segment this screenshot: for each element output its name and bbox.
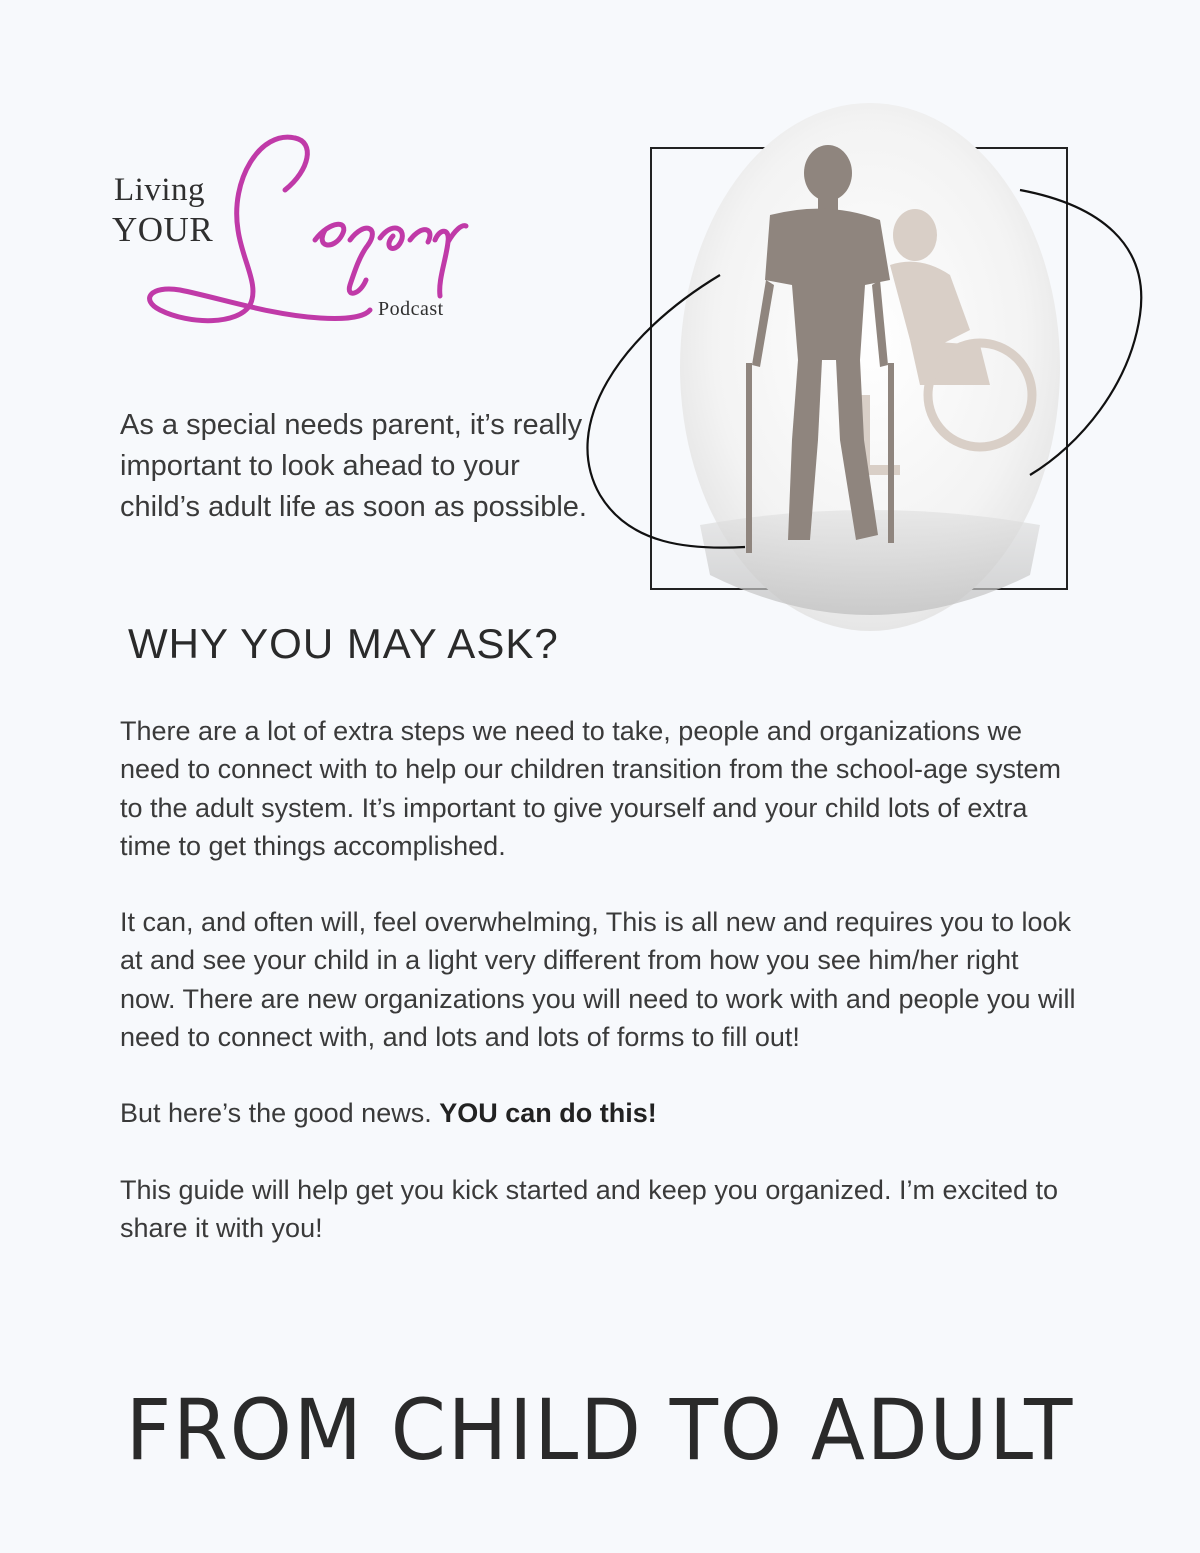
logo-living-text: Living (114, 172, 205, 208)
logo-your-text: YOUR (112, 210, 214, 249)
silhouette-illustration (560, 95, 1200, 655)
paragraph-2: It can, and often will, feel overwhelming, This is all new and requires you to look at and see your child in a light very different from how you see him/her right now. There are new organizations you will need to work with and people you will need to connect with, and lots and lots of forms to fill out! (120, 907, 1076, 1053)
podcast-logo (110, 120, 490, 340)
paragraph-3-lead: But here’s the good news. (120, 1098, 440, 1129)
logo-podcast-text: Podcast (378, 298, 444, 320)
section-heading: WHY YOU MAY ASK? (128, 620, 559, 667)
paragraph-1: There are a lot of extra steps we need to take, people and organizations we need to connect with to help our children transition from the school-age system to the adult system. It’s important to give yourself and your child lots of extra time to get things accomplished. (120, 716, 1062, 861)
body-text (120, 712, 1080, 1285)
document-title: FROM CHILD TO ADULT (125, 1381, 1075, 1479)
intro-paragraph: As a special needs parent, it’s really important to look ahead to your child’s adult life as soon as possible. (120, 409, 587, 523)
paragraph-4: This guide will help get you kick started and keep you organized. I’m excited to share it with you! (120, 1174, 1059, 1243)
paragraph-3 (120, 1094, 1080, 1132)
paragraph-3-emphasis: YOU can do this! (439, 1098, 657, 1129)
